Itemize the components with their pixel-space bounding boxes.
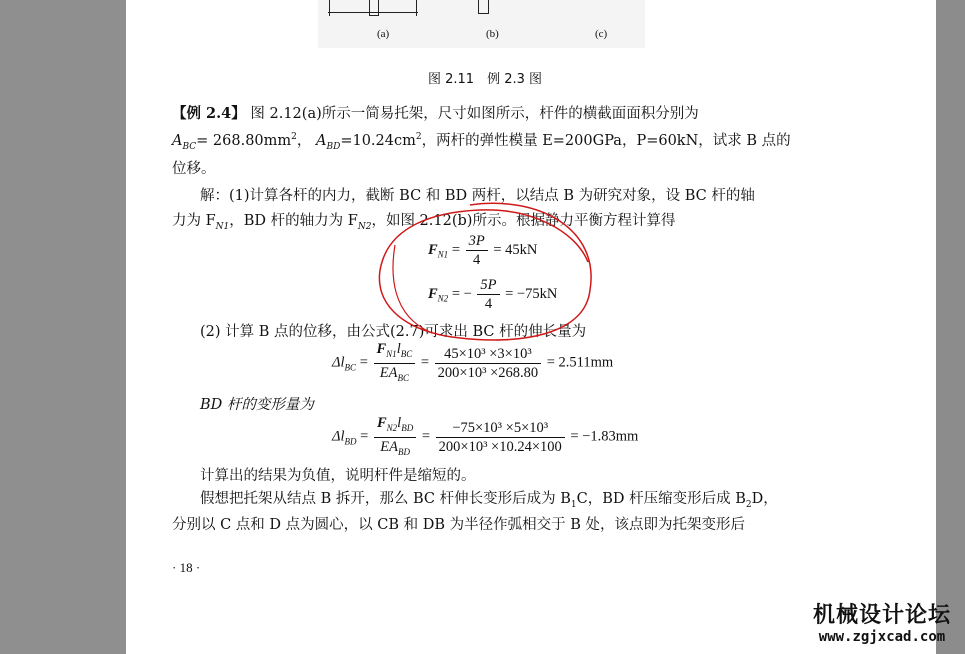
eq-sign: = − [451, 285, 472, 302]
eq-result: = 2.511mm [546, 354, 614, 371]
example-line-2: $A_{BC}= 268.80mm^2$， $A_{BD}=10.24cm^2$，两杆的弹性模量 E=200GPa，P=60kN，试求 B 点的 [172, 132, 791, 152]
watermark-url: www.zgjxcad.com [818, 629, 946, 645]
force-subscript: N1 [215, 221, 230, 232]
viewer-background-left [0, 0, 126, 654]
fraction-sub: BC [397, 372, 409, 383]
equation-fn1: $F_{N1}$ = $\frac{3P}{4}$ = 45kN [428, 233, 538, 268]
eq-subscript: BD [344, 436, 357, 447]
fraction-part: l [396, 341, 401, 357]
paragraph-text: D， [751, 491, 778, 507]
fraction-numerator: −75×10³ ×5×10³ [436, 419, 565, 438]
eq-result: = −1.83mm [570, 428, 639, 445]
eq-symbol: Δl [332, 428, 345, 445]
fraction [477, 276, 499, 313]
fraction-numerator: 45×10³ ×3×10³ [435, 345, 541, 364]
paragraph-sub: 2 [745, 499, 752, 510]
watermark [813, 598, 951, 645]
eq-result: = 45kN [493, 241, 538, 258]
fraction-sub: N2 [386, 422, 398, 433]
fraction-sub: BD [397, 446, 410, 457]
fraction-part: F [376, 341, 387, 357]
fraction [466, 232, 488, 269]
fraction-sub: BD [401, 422, 414, 433]
fraction-part: F [376, 415, 387, 431]
example-text-1: 图 2.12(a)所示一简易托架，尺寸如图所示，杆件的横截面面积分别为 [250, 106, 699, 122]
eq-subscript: N2 [437, 293, 449, 304]
equation-delta-bd: $\Delta l_{BD}$ = $\frac{F_{N2}l_{BD}}{EA_{BD}}$ = $\frac{\text{−75×10³ ×5×10³}}{\text{200×10³ ×10.24×100}}$ = −1.83mm [332, 414, 638, 461]
figure-line [416, 0, 417, 16]
equation-fn2 [428, 276, 557, 313]
eq-subscript: BC [344, 362, 357, 373]
fraction-denominator: 200×10³ ×268.80 [437, 364, 539, 381]
fraction-numerator: 5P [477, 276, 499, 295]
paragraph-sub: 1 [570, 499, 577, 510]
eq-symbol: F [428, 285, 438, 302]
fraction-sub: BC [400, 348, 413, 359]
paragraph-text: C，BD 杆压缩变形后成 B [576, 491, 746, 507]
fraction-part: EA [380, 438, 398, 455]
fraction [374, 340, 416, 387]
figure-bar [478, 0, 489, 14]
page-number: · 18 · [172, 560, 201, 575]
figure-bar [369, 0, 379, 16]
eq-symbol: F [428, 241, 438, 258]
fraction-part: l [397, 415, 402, 431]
paragraph-text: 假想把托架从结点 B 拆开，那么 BC 杆伸长变形后成为 B [200, 491, 571, 507]
fraction-denominator: 4 [484, 296, 493, 312]
figure-line [329, 0, 330, 16]
example-line-1 [172, 102, 699, 123]
area-subscript: BD [326, 141, 341, 152]
example-tag: 【例 2.4】 [172, 105, 246, 122]
fraction-part: EA [379, 364, 398, 381]
solution-text: ，如图 2.12(b)所示。根据静力平衡方程计算得 [371, 213, 676, 229]
conclusion-text: 计算出的结果为负值，说明杆件是缩短的。 [200, 468, 476, 484]
eq-result: = −75kN [505, 285, 558, 302]
fraction [435, 345, 541, 382]
eq-subscript: N1 [437, 249, 449, 260]
fraction [374, 414, 416, 461]
area-symbol: A [316, 133, 327, 149]
viewer-scrollbar-area[interactable] [936, 0, 965, 654]
fraction-numerator: 3P [466, 232, 488, 251]
figure-sub-label-c: (c) [595, 28, 608, 40]
solution-step-2: (2) 计算 B 点的位移，由公式(2.7)可求出 BC 杆的伸长量为 [200, 324, 587, 340]
figure-caption: 图 2.11 例 2.3 图 [428, 72, 543, 87]
fraction-denominator: 4 [473, 252, 481, 268]
solution-line-2 [172, 209, 675, 232]
fraction-denominator: 200×10³ ×10.24×100 [438, 438, 562, 455]
paragraph-line-1 [200, 487, 778, 510]
paragraph-line-2: 分别以 C 点和 D 点为圆心，以 CB 和 DB 为半径作弧相交于 B 处，该点即为托架变形后 [172, 517, 745, 533]
solution-text: 力为 F [172, 213, 216, 229]
figure-sub-label-b: (b) [486, 28, 499, 40]
fraction-sub: N1 [386, 348, 397, 359]
solution-line-1: 解：(1)计算各杆的内力，截断 BC 和 BD 两杆，以结点 B 为研究对象，设 BC 杆的轴 [200, 188, 755, 204]
watermark-title: 机械设计论坛 [812, 603, 951, 628]
area-subscript: BC [182, 141, 197, 152]
eq-symbol: Δl [332, 354, 345, 371]
area-bd-value: =10.24cm [340, 133, 416, 149]
figure-sub-label-a: (a) [377, 28, 390, 40]
area-bc-value: = 268.80mm [196, 133, 292, 149]
fraction [436, 419, 565, 456]
force-subscript: N2 [357, 221, 372, 232]
example-text-2: ，两杆的弹性模量 E=200GPa，P=60kN，试求 B 点的 [421, 133, 791, 149]
equation-delta-bc: $\Delta l_{BC}$ = $\frac{F_{N1}l_{BC}}{EA_{BC}}$ = $\frac{\text{45×10³ ×3×10³}}{\text{200×10³ ×268.80}}$ = 2.511mm [332, 340, 613, 387]
example-line-3: 位移。 [172, 161, 216, 177]
area-symbol: A [172, 133, 183, 149]
bd-text: BD 杆的变形量为 [200, 397, 314, 413]
solution-text: ，BD 杆的轴力为 F [229, 213, 358, 229]
